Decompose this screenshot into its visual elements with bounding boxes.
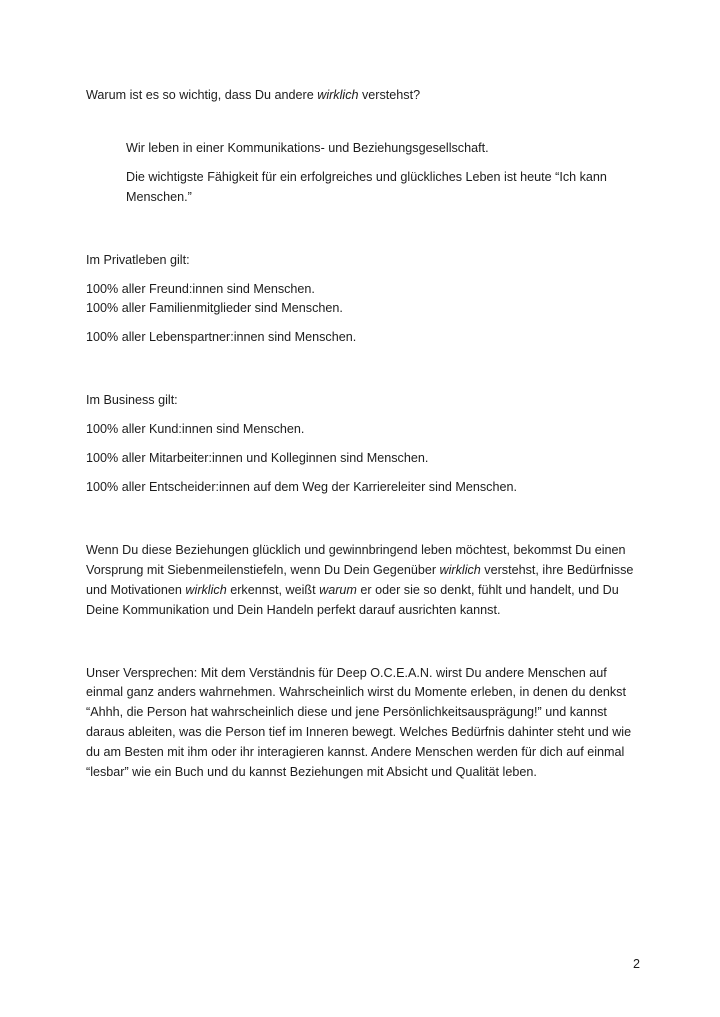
business-list-item: 100% aller Mitarbeiter:innen und Kolleginnen sind Menschen. — [86, 451, 429, 466]
spacer — [86, 522, 642, 541]
benefit-segment-3: erkennst, weißt — [226, 582, 320, 597]
private-list-item: 100% aller Freund:innen sind Menschen. — [86, 281, 315, 296]
quote-line-1: Wir leben in einer Kommunikations- und Beziehungsgesellschaft. — [126, 140, 489, 155]
spacer — [86, 372, 642, 391]
spacer — [86, 469, 642, 478]
spacer — [86, 232, 642, 251]
private-list-item: 100% aller Lebenspartner:innen sind Menschen. — [86, 330, 357, 345]
quote-line-2: Die wichtigste Fähigkeit für ein erfolgreiches und glückliches Leben ist heute “Ich kann Menschen.” — [126, 169, 607, 204]
spacer — [86, 621, 642, 645]
private-section-heading: Im Privatleben gilt: — [86, 252, 190, 267]
intro-question-text-after: verstehst? — [358, 88, 421, 102]
benefit-emphasis-warum: warum — [319, 582, 357, 597]
spacer — [86, 645, 642, 664]
private-list-item: 100% aller Familienmitglieder sind Menschen. — [86, 301, 343, 316]
benefit-emphasis-wirklich-1: wirklich — [439, 562, 481, 577]
quote-block — [126, 139, 642, 208]
spacer — [86, 440, 642, 449]
spacer — [86, 348, 642, 372]
benefit-emphasis-wirklich-2: wirklich — [185, 582, 227, 597]
intro-question — [86, 86, 642, 106]
promise-paragraph: Unser Versprechen: Mit dem Verständnis für Deep O.C.E.A.N. wirst Du andere Menschen auf einmal ganz anders wahrnehmen. Wahrscheinlich wirst du Momente erleben, in denen du denkst “Ahhh, die Person hat wahrscheinlich diese und jene Persönlichkeitsausprägung!” und kannst daraus ableiten, was die Person tief im Inneren bewegt. Welches Bedürfnis dahinter steht und wie du am Besten mit ihm oder ihr interagieren kannst. Andere Menschen werden für dich auf einmal “lesbar” wie ein Buch und du kannst Beziehungen mit Absicht und Qualität leben. — [86, 665, 632, 780]
spacer — [86, 271, 642, 280]
business-list-item: 100% aller Kund:innen sind Menschen. — [86, 422, 305, 437]
business-list-item: 100% aller Entscheider:innen auf dem Weg der Karriereleiter sind Menschen. — [86, 479, 517, 494]
benefit-segment-4: er oder sie so denkt, fühlt und handelt, und Du Deine Kommunikation und Dein Handeln perfekt darauf ausrichten kannst. — [86, 582, 619, 617]
page-number: 2 — [632, 957, 640, 971]
benefit-segment-1: Wenn Du diese Beziehungen glücklich und gewinnbringend leben möchtest, bekommst Du einen Vorsprung mit Siebenmeilenstiefeln, wenn Du Dein Gegenüber — [86, 542, 626, 577]
benefit-paragraph — [86, 541, 642, 621]
spacer — [86, 319, 642, 328]
benefit-segment-2: verstehst, ihre Bedürfnisse und Motivationen — [86, 562, 634, 597]
spacer — [86, 208, 642, 232]
spacer — [86, 498, 642, 522]
spacer — [86, 130, 642, 139]
spacer — [86, 106, 642, 130]
intro-question-text-before: Warum ist es so wichtig, dass Du andere — [86, 88, 318, 102]
spacer — [126, 159, 642, 168]
intro-question-emphasis: wirklich — [317, 88, 359, 102]
document-body — [86, 86, 642, 783]
business-section-heading: Im Business gilt: — [86, 393, 178, 408]
spacer — [86, 411, 642, 420]
